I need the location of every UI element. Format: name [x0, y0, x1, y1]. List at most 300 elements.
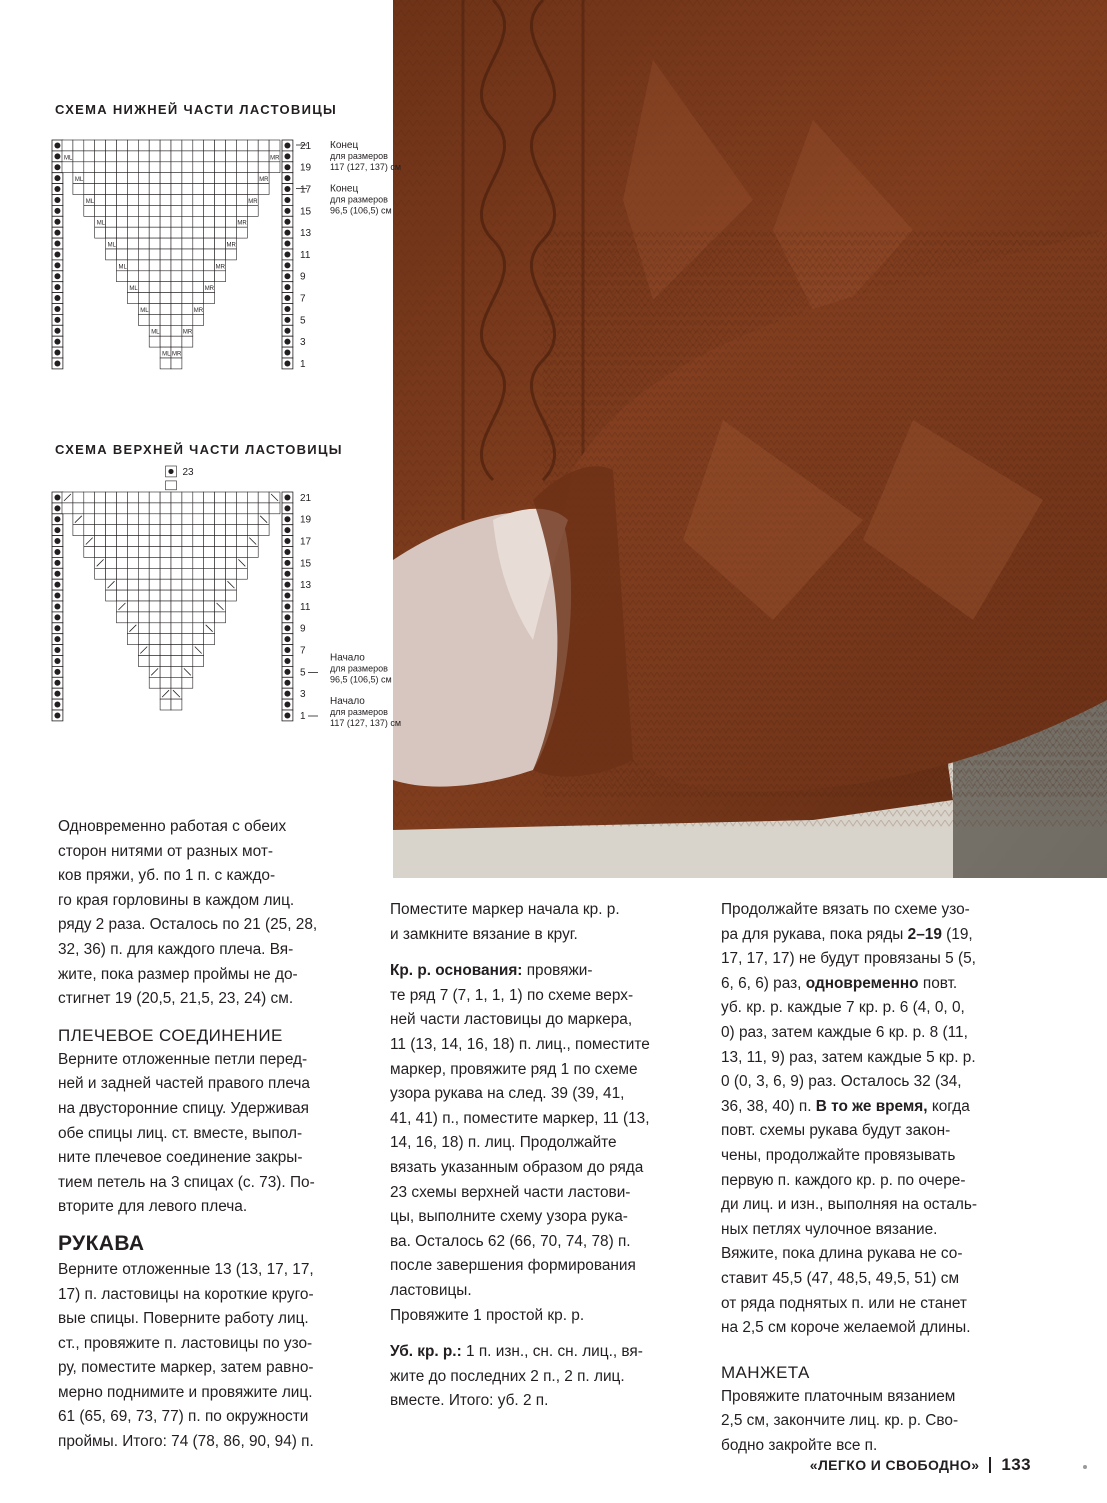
grid-cell [236, 503, 247, 514]
bobble-stitch [54, 175, 60, 181]
bobble-stitch [284, 571, 290, 577]
grid-cell [117, 249, 128, 260]
note-text: для размеров [330, 151, 388, 161]
decrease-round-label: Уб. кр. р.: [390, 1343, 462, 1361]
ml-marker: ML [85, 198, 95, 205]
grid-cell [160, 612, 171, 623]
grid-cell [193, 162, 204, 173]
grid-cell [160, 503, 171, 514]
row-number: 13 [300, 228, 312, 240]
bobble-stitch [284, 175, 290, 181]
grid-cell [182, 579, 193, 590]
grid-cell [106, 249, 117, 260]
decrease-round-paragraph: Уб. кр. р.: 1 п. изн., сн. сн. лиц., вя- жите до последних 2 п., 2 п. лиц. вместе. Итого: уб. 2 п. [390, 1343, 643, 1410]
grid-cell [171, 260, 182, 271]
grid-cell [127, 151, 138, 162]
grid-cell [127, 612, 138, 623]
grid-cell [138, 205, 149, 216]
grid-cell [215, 238, 226, 249]
grid-cell [193, 601, 204, 612]
bobble-stitch [54, 273, 60, 279]
shoulder-paragraph: Верните отложенные петли перед- ней и задней частей правого плеча на двусторонние спицу. Удерживая обе спицы лиц. ст. вместе, выпол- ните плечевое соединение закры- тием петель на 3 спицах (с. 73). По- вторите для левого плеча. [58, 1050, 315, 1216]
bobble-stitch [54, 680, 60, 686]
grid-cell [62, 162, 73, 173]
grid-cell [160, 568, 171, 579]
grid-cell [149, 151, 160, 162]
bobble-stitch [284, 582, 290, 588]
row-number: 11 [300, 249, 311, 261]
grid-cell [171, 140, 182, 151]
grid-cell [160, 547, 171, 558]
bobble-stitch [284, 658, 290, 664]
grid-cell [117, 140, 128, 151]
grid-cell [138, 282, 149, 293]
continue-paragraph: Продолжайте вязать по схеме узо- ра для рукава, пока ряды 2–19 (19, 17, 17, 17) не будут провязаны 5 (5, 6, 6, 6) раз, одновременно повт. уб. кр. р. каждые 7 кр. р. 6 (4, 0, 0, 0) раз, затем каждые 6 кр. р. 8 (11, 13, 11, 9) раз, затем каждые 5 кр. р. 0 (0, 3, 6, 9) раз. Осталось 32 (34, 36, 38, 40) п. В то же время, когда повт. схемы рукава будут закон- чены, продолжайте провязывать первую п. каждого кр. р. по очере- ди лиц. и изн., выполняя на осталь- ных петлях чулочное вязание. Вяжите, пока длина рукава не со- ставит 45,5 (47, 48,5, 49,5, 51) см от ряда поднятых п. или не станет на 2,5 см короче желаемой длины. [721, 901, 978, 1337]
grid-cell [182, 514, 193, 525]
grid-cell [160, 666, 171, 677]
grid-cell [193, 590, 204, 601]
grid-cell [171, 503, 182, 514]
grid-cell [127, 557, 138, 568]
grid-cell [73, 151, 84, 162]
row-number: 15 [300, 558, 312, 570]
grid-cell [171, 557, 182, 568]
grid-cell [149, 304, 160, 315]
grid-cell [149, 293, 160, 304]
mr-marker: MR [270, 155, 280, 162]
page-footer [810, 1455, 1031, 1475]
grid-cell [204, 557, 215, 568]
grid-cell [226, 249, 237, 260]
grid-cell [193, 623, 204, 634]
grid-cell [204, 227, 215, 238]
grid-cell [193, 260, 204, 271]
grid-cell [160, 645, 171, 656]
grid-cell [193, 612, 204, 623]
grid-cell [127, 503, 138, 514]
grid-cell [236, 568, 247, 579]
grid-cell [84, 503, 95, 514]
grid-cell [226, 216, 237, 227]
grid-cell [171, 238, 182, 249]
bobble-stitch [284, 360, 290, 366]
grid-cell [226, 557, 237, 568]
bobble-stitch [284, 691, 290, 697]
grid-cell [106, 568, 117, 579]
grid-cell [182, 140, 193, 151]
grid-cell [160, 677, 171, 688]
grid-cell [160, 590, 171, 601]
grid-cell [204, 162, 215, 173]
grid-cell [182, 216, 193, 227]
grid-cell [138, 547, 149, 558]
grid-cell [84, 162, 95, 173]
grid-cell [95, 514, 106, 525]
bobble-stitch [284, 702, 290, 708]
bobble-stitch [284, 647, 290, 653]
grid-cell [171, 205, 182, 216]
grid-cell [138, 260, 149, 271]
grid-cell [236, 195, 247, 206]
grid-cell [182, 151, 193, 162]
grid-cell [84, 547, 95, 558]
grid-cell [127, 173, 138, 184]
grid-cell [127, 195, 138, 206]
grid-cell [160, 162, 171, 173]
grid-cell [215, 525, 226, 536]
grid-cell [95, 162, 106, 173]
grid-cell [193, 503, 204, 514]
grid-cell [182, 205, 193, 216]
grid-cell [226, 568, 237, 579]
grid-cell [160, 336, 171, 347]
grid-cell [160, 557, 171, 568]
ml-marker: ML [118, 264, 127, 271]
bobble-stitch [284, 505, 290, 511]
grid-cell [160, 492, 171, 503]
row-number: 13 [300, 580, 312, 592]
grid-cell [236, 227, 247, 238]
grid-cell [247, 184, 258, 195]
grid-cell [204, 514, 215, 525]
grid-cell [171, 173, 182, 184]
grid-cell [149, 536, 160, 547]
grid-cell [204, 492, 215, 503]
grid-cell [171, 271, 182, 282]
grid-cell [215, 590, 226, 601]
grid-cell [204, 634, 215, 645]
grid-cell [117, 612, 128, 623]
bobble-stitch [54, 538, 60, 544]
grid-cell [193, 514, 204, 525]
sleeves-paragraph: Верните отложенные 13 (13, 17, 17, 17) п. ластовицы на короткие круго- вые спицы. Поверните работу лиц. ст., провяжите п. ластовицы по узо- ру, поместите маркер, затем равно- мерно поднимите и провяжите лиц. 61 (65, 69, 73, 77) п. по окружности проймы. Итого: 74 (78, 86, 90, 94) п. [58, 1260, 314, 1451]
bobble-stitch [54, 702, 60, 708]
grid-cell [127, 260, 138, 271]
grid-cell [171, 677, 182, 688]
grid-cell [193, 216, 204, 227]
grid-cell [258, 492, 269, 503]
grid-cell [171, 227, 182, 238]
grid-cell [127, 162, 138, 173]
grid-cell [160, 579, 171, 590]
grid-cell [160, 293, 171, 304]
bobble-stitch [284, 350, 290, 356]
grid-cell [215, 536, 226, 547]
grid-cell [149, 216, 160, 227]
note-text: Начало [330, 696, 365, 707]
bobble-stitch [54, 164, 60, 170]
grid-cell [193, 293, 204, 304]
grid-cell [236, 492, 247, 503]
grid-cell [138, 536, 149, 547]
note-text: для размеров [330, 663, 388, 674]
grid-cell [127, 293, 138, 304]
grid-cell [62, 503, 73, 514]
grid-cell [160, 216, 171, 227]
grid-cell [171, 612, 182, 623]
grid-cell [149, 162, 160, 173]
grid-cell [193, 151, 204, 162]
bobble-stitch [284, 262, 290, 268]
mr-marker: MR [204, 286, 215, 293]
grid-cell [106, 514, 117, 525]
grid-cell [193, 227, 204, 238]
row-number: 11 [300, 601, 311, 613]
grid-cell [149, 579, 160, 590]
decorative-dot [1083, 1465, 1087, 1469]
bobble-stitch [54, 516, 60, 522]
grid-cell [215, 249, 226, 260]
mr-marker: MR [193, 307, 204, 314]
grid-cell [247, 547, 258, 558]
ml-marker: ML [140, 307, 149, 314]
grid-cell [117, 579, 128, 590]
grid-cell [106, 151, 117, 162]
row-number: 21 [300, 492, 312, 504]
bobble-stitch [284, 712, 290, 718]
footer-separator [989, 1457, 991, 1473]
grid-cell [149, 271, 160, 282]
grid-cell [182, 612, 193, 623]
grid-cell [106, 536, 117, 547]
grid-cell [215, 514, 226, 525]
grid-cell [160, 514, 171, 525]
grid-cell [215, 162, 226, 173]
sweater-photo [393, 0, 1107, 878]
grid-cell [226, 205, 237, 216]
grid-cell [215, 216, 226, 227]
grid-cell [182, 173, 193, 184]
grid-cell [149, 503, 160, 514]
grid-cell [117, 525, 128, 536]
bobble-stitch [284, 538, 290, 544]
grid-cell [193, 656, 204, 667]
row-number: 9 [300, 623, 306, 635]
grid-cell [236, 205, 247, 216]
marker-paragraph: Поместите маркер начала кр. р. и замкните вязание в круг. [390, 901, 620, 943]
grid-cell [247, 173, 258, 184]
grid-cell [182, 195, 193, 206]
note-text: для размеров [330, 707, 388, 717]
grid-cell [193, 173, 204, 184]
grid-cell [95, 195, 106, 206]
grid-cell [138, 173, 149, 184]
grid-cell [117, 151, 128, 162]
grid-cell [149, 173, 160, 184]
grid-cell [204, 601, 215, 612]
grid-cell [84, 525, 95, 536]
grid-cell [193, 547, 204, 558]
grid-cell [215, 173, 226, 184]
bobble-stitch [54, 625, 60, 631]
grid-cell [204, 216, 215, 227]
grid-cell [73, 525, 84, 536]
grid-cell [138, 503, 149, 514]
grid-cell [138, 525, 149, 536]
grid-cell [127, 525, 138, 536]
grid-cell [226, 503, 237, 514]
grid-cell [149, 656, 160, 667]
grid-cell [117, 514, 128, 525]
grid-cell [127, 590, 138, 601]
grid-cell [149, 547, 160, 558]
grid-cell [258, 162, 269, 173]
bobble-stitch [54, 494, 60, 500]
mr-marker: MR [172, 351, 182, 358]
grid-cell [127, 238, 138, 249]
grid-cell [215, 612, 226, 623]
bobble-stitch [54, 647, 60, 653]
grid-cell [171, 645, 182, 656]
grid-cell [182, 601, 193, 612]
grid-cell [138, 568, 149, 579]
grid-cell [171, 325, 182, 336]
bobble-stitch [54, 691, 60, 697]
row-number: 5 [300, 315, 306, 327]
grid-cell [171, 536, 182, 547]
grid-cell [193, 314, 204, 325]
bobble-stitch [168, 469, 173, 474]
grid-cell [117, 173, 128, 184]
bobble-stitch [54, 306, 60, 312]
cuff-paragraph: Провяжите платочным вязанием 2,5 см, закончите лиц. кр. р. Сво- бодно закройте все п. [721, 1387, 959, 1454]
grid-cell [138, 140, 149, 151]
grid-cell [182, 525, 193, 536]
grid-cell [138, 557, 149, 568]
grid-cell [149, 590, 160, 601]
bobble-stitch [54, 549, 60, 555]
note-text: для размеров [330, 194, 388, 205]
ml-marker: ML [74, 177, 84, 184]
row-number: 17 [300, 184, 312, 196]
grid-cell [171, 590, 182, 601]
ml-marker: ML [129, 286, 138, 293]
grid-cell [160, 525, 171, 536]
grid-cell [226, 547, 237, 558]
grid-cell [160, 325, 171, 336]
sleeves-heading: РУКАВА [58, 1231, 145, 1255]
grid-cell [62, 140, 73, 151]
grid-cell [95, 184, 106, 195]
grid-cell [117, 492, 128, 503]
grid-cell [204, 249, 215, 260]
grid-cell [226, 590, 237, 601]
grid-cell [84, 492, 95, 503]
bobble-stitch [54, 560, 60, 566]
ml-marker: ML [96, 220, 106, 227]
grid-cell [171, 282, 182, 293]
ml-marker: ML [162, 351, 171, 358]
bobble-stitch [54, 360, 60, 366]
row-number: 1 [300, 710, 306, 722]
grid-cell [236, 140, 247, 151]
ml-marker: ML [64, 155, 73, 162]
grid-cell [149, 677, 160, 688]
grid-cell [149, 568, 160, 579]
bobble-stitch [284, 153, 290, 159]
grid-cell [160, 184, 171, 195]
grid-cell [171, 492, 182, 503]
note-text: Начало [330, 652, 365, 664]
grid-cell [138, 656, 149, 667]
note-text: Конец [330, 140, 359, 151]
grid-cell [138, 162, 149, 173]
grid-cell [149, 140, 160, 151]
row-number: 19 [300, 514, 312, 526]
grid-cell [236, 514, 247, 525]
bobble-stitch [284, 251, 290, 257]
grid-cell [204, 151, 215, 162]
grid-cell [160, 195, 171, 206]
cuff-heading: МАНЖЕТА [721, 1362, 810, 1382]
grid-cell [138, 238, 149, 249]
grid-cell [171, 525, 182, 536]
row-number: 17 [300, 536, 312, 548]
grid-cell [160, 249, 171, 260]
grid-cell [106, 492, 117, 503]
grid-cell [204, 293, 215, 304]
grid-cell [138, 249, 149, 260]
grid-cell [138, 271, 149, 282]
bobble-stitch [54, 658, 60, 664]
grid-cell [106, 184, 117, 195]
grid-cell [226, 151, 237, 162]
grid-cell [226, 140, 237, 151]
grid-cell [182, 547, 193, 558]
grid-cell [160, 151, 171, 162]
grid-cell [182, 184, 193, 195]
grid-cell [106, 547, 117, 558]
grid-cell [193, 282, 204, 293]
mr-marker: MR [237, 220, 247, 227]
grid-cell [215, 557, 226, 568]
grid-cell [138, 634, 149, 645]
bobble-stitch [284, 339, 290, 345]
grid-cell [171, 358, 182, 369]
grid-cell [236, 173, 247, 184]
grid-cell [215, 151, 226, 162]
upper-chart-title: СХЕМА ВЕРХНЕЙ ЧАСТИ ЛАСТОВИЦЫ [55, 442, 343, 457]
row-number: 21 [300, 140, 312, 152]
grid-cell [171, 547, 182, 558]
grid-cell [160, 536, 171, 547]
bobble-stitch [284, 273, 290, 279]
intro-paragraph: Одновременно работая с обеих сторон нитями от разных мот- ков пряжи, уб. по 1 п. с каждо- го края горловины в каждом лиц. ряду 2 раза. Осталось по 21 (25, 28, 32, 36) п. для каждого плеча. Вя- жите, пока размер проймы не до- стигнет 19 (20,5, 21,5, 23, 24) см. [58, 818, 318, 1008]
grid-cell [171, 162, 182, 173]
grid-cell [258, 503, 269, 514]
grid-cell [95, 151, 106, 162]
grid-cell [106, 205, 117, 216]
grid-cell [171, 601, 182, 612]
grid-cell [160, 623, 171, 634]
grid-cell [171, 151, 182, 162]
grid-cell [117, 568, 128, 579]
grid-cell [171, 666, 182, 677]
grid-cell [182, 557, 193, 568]
mr-marker: MR [259, 177, 269, 184]
grid-cell [160, 238, 171, 249]
grid-cell [127, 514, 138, 525]
grid-cell [149, 601, 160, 612]
bobble-stitch [284, 317, 290, 323]
row-number: 7 [300, 645, 306, 657]
grid-cell [182, 677, 193, 688]
mr-marker: MR [182, 329, 193, 336]
grid-cell [106, 140, 117, 151]
bobble-stitch [54, 328, 60, 334]
grid-cell [236, 184, 247, 195]
grid-cell [215, 205, 226, 216]
